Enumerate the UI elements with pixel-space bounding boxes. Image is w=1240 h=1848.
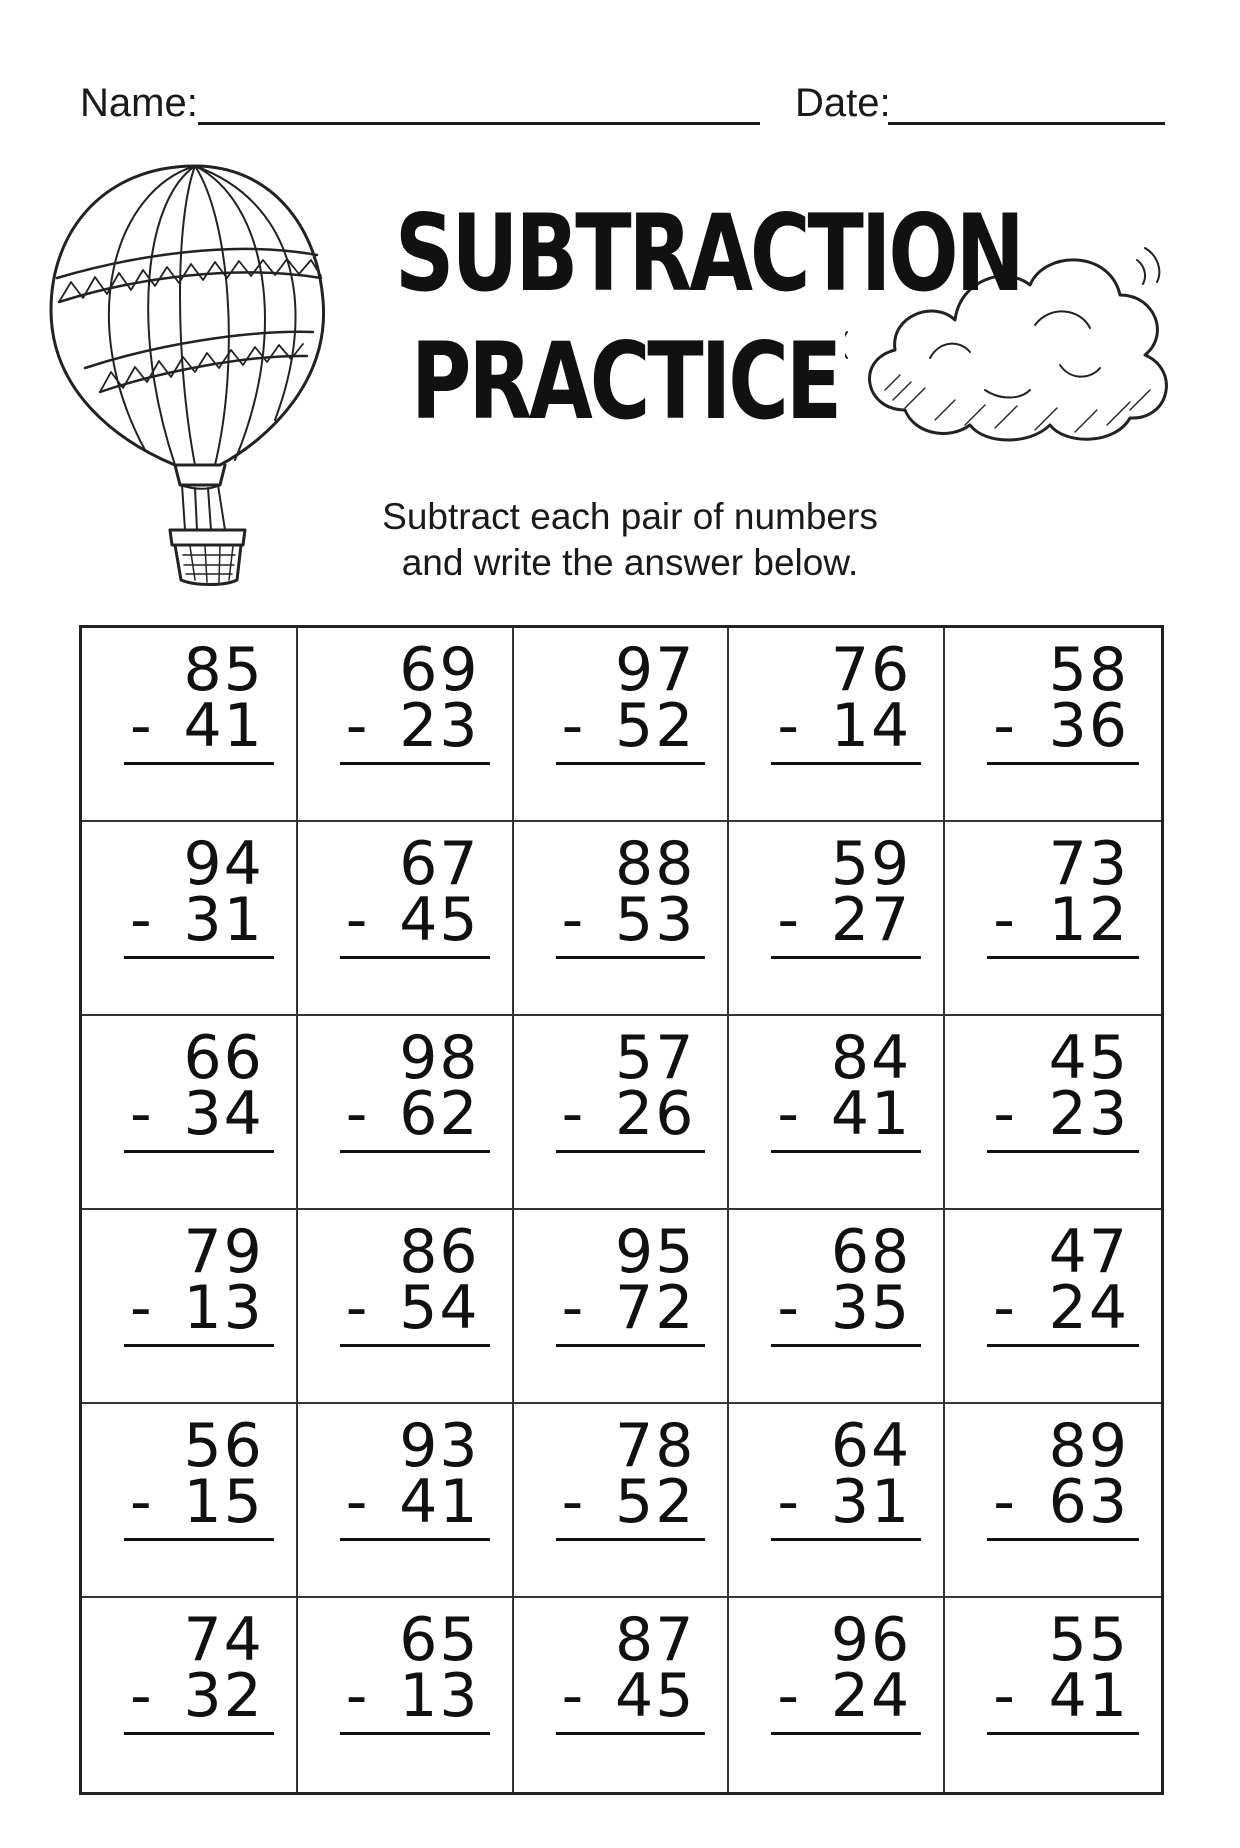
- answer-line[interactable]: [771, 1150, 921, 1153]
- minuend: 78: [615, 1411, 696, 1481]
- subtrahend: 15: [183, 1467, 264, 1537]
- minuend: 59: [830, 829, 912, 899]
- answer-line[interactable]: [340, 1150, 490, 1153]
- subtrahend: 23: [399, 691, 480, 761]
- problem-cell[interactable]: [82, 1598, 298, 1792]
- minus-sign: -: [130, 1467, 152, 1537]
- minuend: 93: [399, 1411, 480, 1481]
- problem-cell[interactable]: [945, 1016, 1161, 1210]
- minuend: 58: [1048, 635, 1129, 705]
- answer-line[interactable]: [771, 1732, 921, 1735]
- answer-line[interactable]: [124, 1538, 274, 1541]
- minus-sign: -: [345, 1467, 368, 1537]
- subtrahend: 45: [399, 885, 480, 955]
- problem-cell[interactable]: [82, 1016, 298, 1210]
- subtrahend: 34: [183, 1079, 264, 1149]
- problem-cell[interactable]: [945, 1598, 1161, 1792]
- minuend: 95: [615, 1217, 696, 1287]
- problem-cell[interactable]: [514, 628, 730, 822]
- date-label: Date:: [795, 81, 891, 125]
- problem-cell[interactable]: [514, 1404, 730, 1598]
- problem-cell[interactable]: [298, 822, 514, 1016]
- answer-line[interactable]: [987, 1538, 1139, 1541]
- problem-cell[interactable]: [298, 1598, 514, 1792]
- answer-line[interactable]: [987, 956, 1139, 959]
- minus-sign: -: [561, 1273, 584, 1343]
- minus-sign: -: [345, 1661, 368, 1731]
- subtrahend: 45: [615, 1661, 696, 1731]
- subtrahend: 13: [183, 1273, 264, 1343]
- answer-line[interactable]: [771, 762, 921, 765]
- minuend: 74: [183, 1605, 264, 1675]
- answer-line[interactable]: [124, 1344, 274, 1347]
- subtrahend: 12: [1048, 885, 1129, 955]
- subtrahend: 52: [615, 1467, 696, 1537]
- problem-cell[interactable]: [729, 628, 945, 822]
- subtrahend: 13: [399, 1661, 480, 1731]
- minuend: 87: [615, 1605, 696, 1675]
- minuend: 97: [615, 635, 696, 705]
- minus-sign: -: [777, 1273, 800, 1343]
- answer-line[interactable]: [556, 762, 706, 765]
- title-line-1: SUBTRACTION: [394, 192, 1022, 315]
- subtrahend: 32: [183, 1661, 264, 1731]
- subtrahend: 72: [615, 1273, 696, 1343]
- subtrahend: 41: [1048, 1661, 1129, 1731]
- minuend: 88: [615, 829, 696, 899]
- minuend: 73: [1048, 829, 1129, 899]
- problem-cell[interactable]: [729, 822, 945, 1016]
- problem-cell[interactable]: [945, 628, 1161, 822]
- date-field-line[interactable]: [888, 122, 1165, 125]
- problem-cell[interactable]: [514, 1210, 730, 1404]
- problem-cell[interactable]: [729, 1404, 945, 1598]
- answer-line[interactable]: [987, 1732, 1139, 1735]
- subtrahend: 53: [615, 885, 696, 955]
- minus-sign: -: [561, 1079, 584, 1149]
- answer-line[interactable]: [124, 1732, 274, 1735]
- minuend: 55: [1048, 1605, 1129, 1675]
- problem-cell[interactable]: [945, 1210, 1161, 1404]
- minus-sign: -: [777, 885, 800, 955]
- title-line-2: PRACTICE: [410, 320, 840, 443]
- answer-line[interactable]: [771, 956, 921, 959]
- answer-line[interactable]: [987, 762, 1139, 765]
- minuend: 66: [183, 1023, 264, 1093]
- answer-line[interactable]: [556, 1732, 706, 1735]
- problem-cell[interactable]: [298, 1404, 514, 1598]
- problem-cell[interactable]: [82, 1404, 298, 1598]
- minuend: 98: [399, 1023, 480, 1093]
- minus-sign: -: [130, 1079, 152, 1149]
- problem-cell[interactable]: [298, 1210, 514, 1404]
- minuend: 94: [183, 829, 264, 899]
- minus-sign: -: [777, 1661, 800, 1731]
- problem-cell[interactable]: [298, 628, 514, 822]
- problem-cell[interactable]: [514, 1016, 730, 1210]
- subtrahend: 26: [615, 1079, 696, 1149]
- subtrahend: 35: [830, 1273, 912, 1343]
- subtrahend: 31: [183, 885, 264, 955]
- subtrahend: 54: [399, 1273, 480, 1343]
- minuend: 67: [399, 829, 480, 899]
- minus-sign: -: [993, 1467, 1015, 1537]
- answer-line[interactable]: [556, 1344, 706, 1347]
- minuend: 85: [183, 635, 264, 705]
- minus-sign: -: [993, 1079, 1015, 1149]
- subtrahend: 63: [1048, 1467, 1129, 1537]
- minuend: 84: [830, 1023, 912, 1093]
- subtrahend: 31: [830, 1467, 912, 1537]
- subtrahend: 24: [1048, 1273, 1129, 1343]
- minuend: 69: [399, 635, 480, 705]
- subtrahend: 27: [830, 885, 912, 955]
- minus-sign: -: [777, 1079, 800, 1149]
- minus-sign: -: [345, 1079, 368, 1149]
- minuend: 68: [830, 1217, 912, 1287]
- problem-cell[interactable]: [514, 1598, 730, 1792]
- minuend: 64: [830, 1411, 912, 1481]
- answer-line[interactable]: [987, 1150, 1139, 1153]
- instructions: [320, 494, 940, 586]
- hot-air-balloon-illustration: [45, 160, 335, 590]
- minus-sign: -: [130, 1273, 152, 1343]
- answer-line[interactable]: [987, 1344, 1139, 1347]
- minuend: 89: [1048, 1411, 1129, 1481]
- minus-sign: -: [130, 885, 152, 955]
- answer-line[interactable]: [556, 1538, 706, 1541]
- minus-sign: -: [130, 1661, 152, 1731]
- subtrahend: 62: [399, 1079, 480, 1149]
- minuend: 86: [399, 1217, 480, 1287]
- problem-cell[interactable]: [82, 822, 298, 1016]
- minuend: 57: [615, 1023, 696, 1093]
- minus-sign: -: [993, 1661, 1015, 1731]
- header-row: [80, 78, 1165, 138]
- answer-line[interactable]: [340, 956, 490, 959]
- answer-line[interactable]: [124, 762, 274, 765]
- minuend: 79: [183, 1217, 264, 1287]
- problem-cell[interactable]: [82, 1210, 298, 1404]
- subtrahend: 41: [183, 691, 264, 761]
- answer-line[interactable]: [771, 1344, 921, 1347]
- minus-sign: -: [993, 691, 1015, 761]
- problem-cell[interactable]: [945, 1404, 1161, 1598]
- problem-cell[interactable]: [945, 822, 1161, 1016]
- subtrahend: 52: [615, 691, 696, 761]
- problem-cell[interactable]: [298, 1016, 514, 1210]
- answer-line[interactable]: [340, 1344, 490, 1347]
- problem-cell[interactable]: [729, 1598, 945, 1792]
- name-label: Name:: [80, 81, 198, 125]
- minus-sign: -: [345, 885, 368, 955]
- answer-line[interactable]: [124, 1150, 274, 1153]
- minus-sign: -: [561, 1467, 584, 1537]
- minus-sign: -: [130, 691, 152, 761]
- minus-sign: -: [345, 691, 368, 761]
- problem-cell[interactable]: [82, 628, 298, 822]
- minuend: 65: [399, 1605, 480, 1675]
- problem-cell[interactable]: [729, 1210, 945, 1404]
- worksheet-title: [394, 190, 1022, 446]
- minus-sign: -: [345, 1273, 368, 1343]
- minus-sign: -: [993, 885, 1015, 955]
- answer-line[interactable]: [340, 1538, 490, 1541]
- minus-sign: -: [561, 1661, 584, 1731]
- answer-line[interactable]: [340, 1732, 490, 1735]
- answer-line[interactable]: [771, 1538, 921, 1541]
- minuend: 56: [183, 1411, 264, 1481]
- subtrahend: 41: [830, 1079, 912, 1149]
- problem-cell[interactable]: [729, 1016, 945, 1210]
- instructions-line-1: Subtract each pair of numbers: [382, 496, 878, 537]
- problem-cell[interactable]: [514, 822, 730, 1016]
- minus-sign: -: [993, 1273, 1015, 1343]
- minuend: 45: [1048, 1023, 1129, 1093]
- instructions-line-2: and write the answer below.: [401, 542, 859, 583]
- subtrahend: 24: [830, 1661, 912, 1731]
- name-field-line[interactable]: [198, 122, 760, 125]
- answer-line[interactable]: [556, 1150, 706, 1153]
- answer-line[interactable]: [556, 956, 706, 959]
- subtrahend: 23: [1048, 1079, 1129, 1149]
- minuend: 96: [830, 1605, 912, 1675]
- minus-sign: -: [561, 691, 584, 761]
- answer-line[interactable]: [340, 762, 490, 765]
- minus-sign: -: [777, 691, 800, 761]
- problem-grid: [79, 625, 1164, 1795]
- minus-sign: -: [777, 1467, 800, 1537]
- subtrahend: 14: [830, 691, 912, 761]
- minuend: 47: [1048, 1217, 1129, 1287]
- subtrahend: 36: [1048, 691, 1129, 761]
- minus-sign: -: [561, 885, 584, 955]
- answer-line[interactable]: [124, 956, 274, 959]
- subtrahend: 41: [399, 1467, 480, 1537]
- minuend: 76: [830, 635, 912, 705]
